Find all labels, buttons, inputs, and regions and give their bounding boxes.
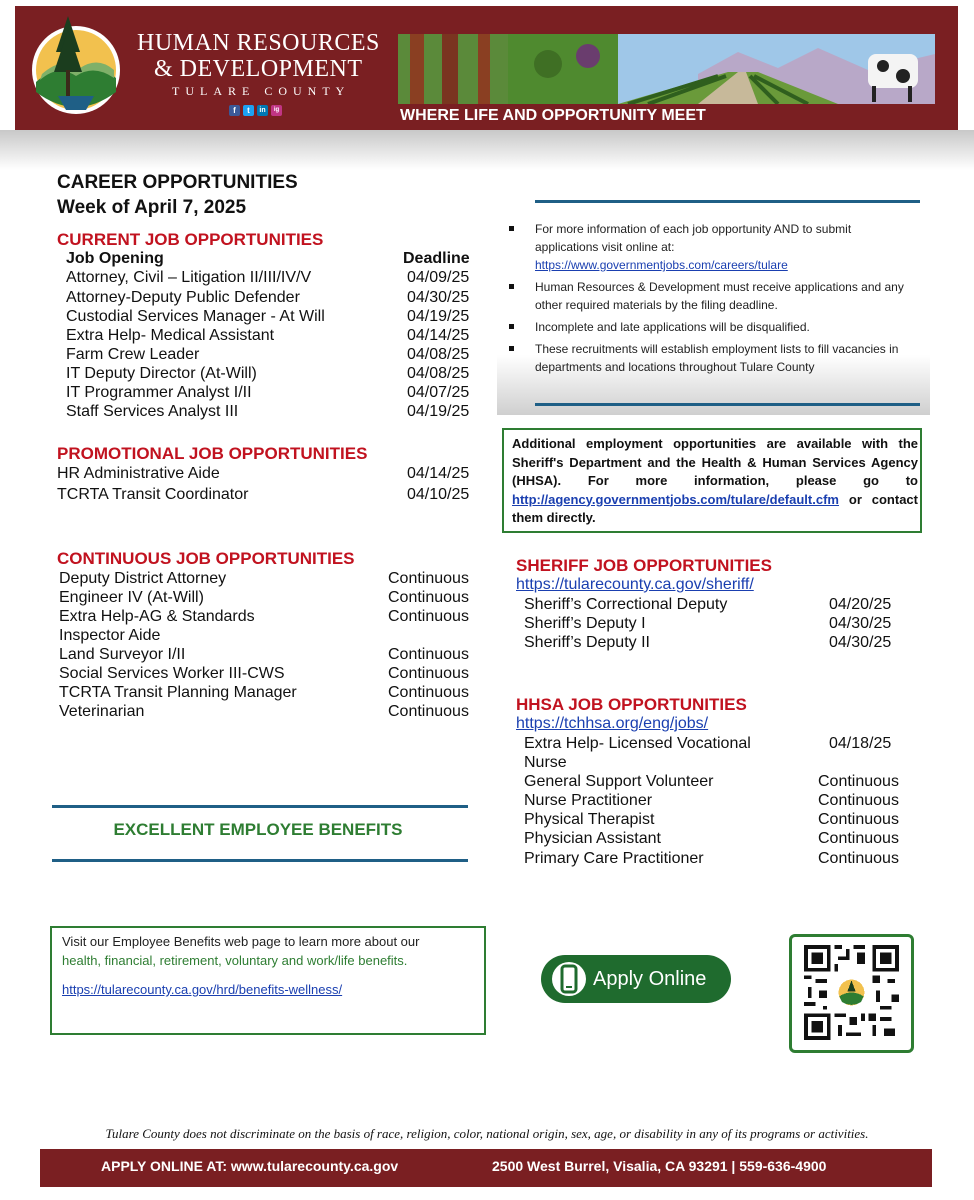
job-title[interactable]: Nurse Practitioner xyxy=(524,792,653,809)
footer-bar xyxy=(40,1149,932,1187)
info-item: These recruitments will establish employment lists to fill vacancies in departments and locations throughout Tulare County xyxy=(535,340,915,376)
job-deadline: 04/14/25 xyxy=(407,465,470,482)
job-title[interactable]: Attorney, Civil – Litigation II/III/IV/V xyxy=(66,269,312,286)
benefits-bottom-rule xyxy=(52,859,468,862)
job-deadline: 04/09/25 xyxy=(407,269,470,286)
job-deadline: Continuous xyxy=(388,570,469,587)
county-logo xyxy=(28,12,124,116)
benefits-text-line1: Visit our Employee Benefits web page to learn more about our xyxy=(62,934,420,949)
info-item: Human Resources & Development must receive applications and any other required materials by the filing deadline. xyxy=(535,278,915,314)
col-header-job-opening: Job Opening xyxy=(66,250,164,267)
job-title[interactable]: Land Surveyor I/II xyxy=(59,646,186,663)
job-title[interactable]: Extra Help-AG & Standards xyxy=(59,608,255,625)
hhsa-jobs-link[interactable]: https://tchhsa.org/eng/jobs/ xyxy=(516,715,709,732)
info-item: Incomplete and late applications will be disqualified. xyxy=(535,318,915,336)
job-deadline: Continuous xyxy=(388,684,469,701)
social-links xyxy=(229,105,282,116)
promotional-jobs-heading: PROMOTIONAL JOB OPPORTUNITIES xyxy=(57,444,368,463)
job-title[interactable]: Deputy District Attorney xyxy=(59,570,227,587)
job-title[interactable]: Attorney-Deputy Public Defender xyxy=(66,289,300,306)
job-title[interactable]: General Support Volunteer xyxy=(524,773,714,790)
org-name-line3: TULARE COUNTY xyxy=(172,84,351,98)
job-title[interactable]: TCRTA Transit Planning Manager xyxy=(59,684,297,701)
linkedin-icon[interactable]: in xyxy=(257,105,268,116)
job-title[interactable]: Engineer IV (At-Will) xyxy=(59,589,204,606)
job-deadline: 04/07/25 xyxy=(407,384,470,401)
org-name-line2: & DEVELOPMENT xyxy=(154,56,363,82)
facebook-icon[interactable]: f xyxy=(229,105,240,116)
week-subtitle: Week of April 7, 2025 xyxy=(57,197,247,218)
job-title[interactable]: Farm Crew Leader xyxy=(66,346,200,363)
org-name-line1: HUMAN RESOURCES xyxy=(137,30,380,56)
info-list xyxy=(535,220,915,380)
job-deadline: 04/30/25 xyxy=(829,615,892,632)
job-title[interactable]: Veterinarian xyxy=(59,703,145,720)
job-deadline: 04/08/25 xyxy=(407,365,470,382)
job-deadline: 04/19/25 xyxy=(407,403,470,420)
job-deadline: Continuous xyxy=(818,850,899,867)
page-title: CAREER OPPORTUNITIES xyxy=(57,172,298,193)
additional-tail: or contact them directly. xyxy=(512,491,918,525)
job-title[interactable]: IT Deputy Director (At-Will) xyxy=(66,365,257,382)
job-deadline: Continuous xyxy=(818,811,899,828)
governmentjobs-link[interactable]: https://www.governmentjobs.com/careers/tulare xyxy=(535,258,788,272)
job-title[interactable]: Primary Care Practitioner xyxy=(524,850,704,867)
job-title[interactable]: HR Administrative Aide xyxy=(57,465,220,482)
job-title[interactable]: Sheriff’s Deputy I xyxy=(524,615,646,632)
job-title[interactable]: Sheriff’s Deputy II xyxy=(524,634,650,651)
footer-address-phone: 2500 West Burrel, Visalia, CA 93291 | 559-636-4900 xyxy=(492,1158,827,1174)
benefits-link[interactable]: https://tularecounty.ca.gov/hrd/benefits-wellness/ xyxy=(62,982,343,997)
apply-online-label: Apply Online xyxy=(593,968,707,990)
job-title[interactable]: Staff Services Analyst III xyxy=(66,403,239,420)
phone-icon xyxy=(551,961,587,997)
col-header-deadline: Deadline xyxy=(403,250,470,267)
nondiscrimination-statement: Tulare County does not discriminate on the basis of race, religion, color, national origin, sex, age, or disability in any of its programs or activities. xyxy=(105,1126,869,1141)
info-bottom-rule xyxy=(535,403,920,406)
job-title[interactable]: Social Services Worker III-CWS xyxy=(59,665,285,682)
info-item xyxy=(535,220,915,274)
job-deadline: 04/30/25 xyxy=(829,634,892,651)
instagram-icon[interactable]: ig xyxy=(271,105,282,116)
job-deadline: Continuous xyxy=(818,773,899,790)
job-deadline: 04/20/25 xyxy=(829,596,892,613)
job-title-continued[interactable]: Inspector Aide xyxy=(59,627,161,644)
job-title[interactable]: Custodial Services Manager - At Will xyxy=(66,308,325,325)
agency-jobs-link[interactable]: http://agency.governmentjobs.com/tulare/default.cfm xyxy=(512,491,839,507)
qr-code-icon xyxy=(804,945,899,1040)
job-deadline: 04/30/25 xyxy=(407,289,470,306)
landscape-banner-image xyxy=(398,34,935,104)
footer-apply-online[interactable]: APPLY ONLINE AT: www.tularecounty.ca.gov xyxy=(101,1158,399,1174)
job-deadline: 04/10/25 xyxy=(407,486,470,503)
job-deadline: Continuous xyxy=(388,646,469,663)
benefits-top-rule xyxy=(52,805,468,808)
tagline: WHERE LIFE AND OPPORTUNITY MEET xyxy=(400,107,706,124)
current-jobs-heading: CURRENT JOB OPPORTUNITIES xyxy=(57,230,324,249)
job-deadline: Continuous xyxy=(388,665,469,682)
job-deadline: Continuous xyxy=(818,792,899,809)
job-title[interactable]: Physician Assistant xyxy=(524,830,661,847)
job-deadline: 04/08/25 xyxy=(407,346,470,363)
qr-code-frame[interactable] xyxy=(789,934,914,1053)
benefits-title: EXCELLENT EMPLOYEE BENEFITS xyxy=(113,820,403,839)
job-deadline: 04/18/25 xyxy=(829,735,892,752)
job-title[interactable]: Extra Help- Licensed Vocational xyxy=(524,735,751,752)
apply-online-button[interactable] xyxy=(541,955,731,1003)
job-deadline: Continuous xyxy=(388,589,469,606)
additional-text: Additional employment opportunities are available with the Sheriff's Department and the Health & Human Services Agency (HHSA). For more information, please go to xyxy=(512,436,918,488)
job-title[interactable]: Extra Help- Medical Assistant xyxy=(66,327,275,344)
additional-opportunities-text xyxy=(512,435,918,528)
job-deadline: 04/14/25 xyxy=(407,327,470,344)
info-top-rule xyxy=(535,200,920,203)
job-deadline: Continuous xyxy=(388,703,469,720)
hhsa-jobs-heading: HHSA JOB OPPORTUNITIES xyxy=(516,695,747,714)
continuous-jobs-heading: CONTINUOUS JOB OPPORTUNITIES xyxy=(57,549,355,568)
job-title-continued[interactable]: Nurse xyxy=(524,754,567,771)
twitter-icon[interactable]: t xyxy=(243,105,254,116)
job-deadline: 04/19/25 xyxy=(407,308,470,325)
job-title[interactable]: Physical Therapist xyxy=(524,811,655,828)
info-item-text: For more information of each job opportunity AND to submit applications visit online at: xyxy=(535,222,852,254)
sheriff-jobs-link[interactable]: https://tularecounty.ca.gov/sheriff/ xyxy=(516,576,754,593)
job-title[interactable]: IT Programmer Analyst I/II xyxy=(66,384,252,401)
benefits-text-line2: health, financial, retirement, voluntary and work/life benefits. xyxy=(62,953,408,968)
job-title[interactable]: TCRTA Transit Coordinator xyxy=(57,486,249,503)
job-deadline: Continuous xyxy=(818,830,899,847)
job-title[interactable]: Sheriff’s Correctional Deputy xyxy=(524,596,728,613)
header-shadow xyxy=(0,130,974,170)
sheriff-jobs-heading: SHERIFF JOB OPPORTUNITIES xyxy=(516,556,772,575)
job-deadline: Continuous xyxy=(388,608,469,625)
